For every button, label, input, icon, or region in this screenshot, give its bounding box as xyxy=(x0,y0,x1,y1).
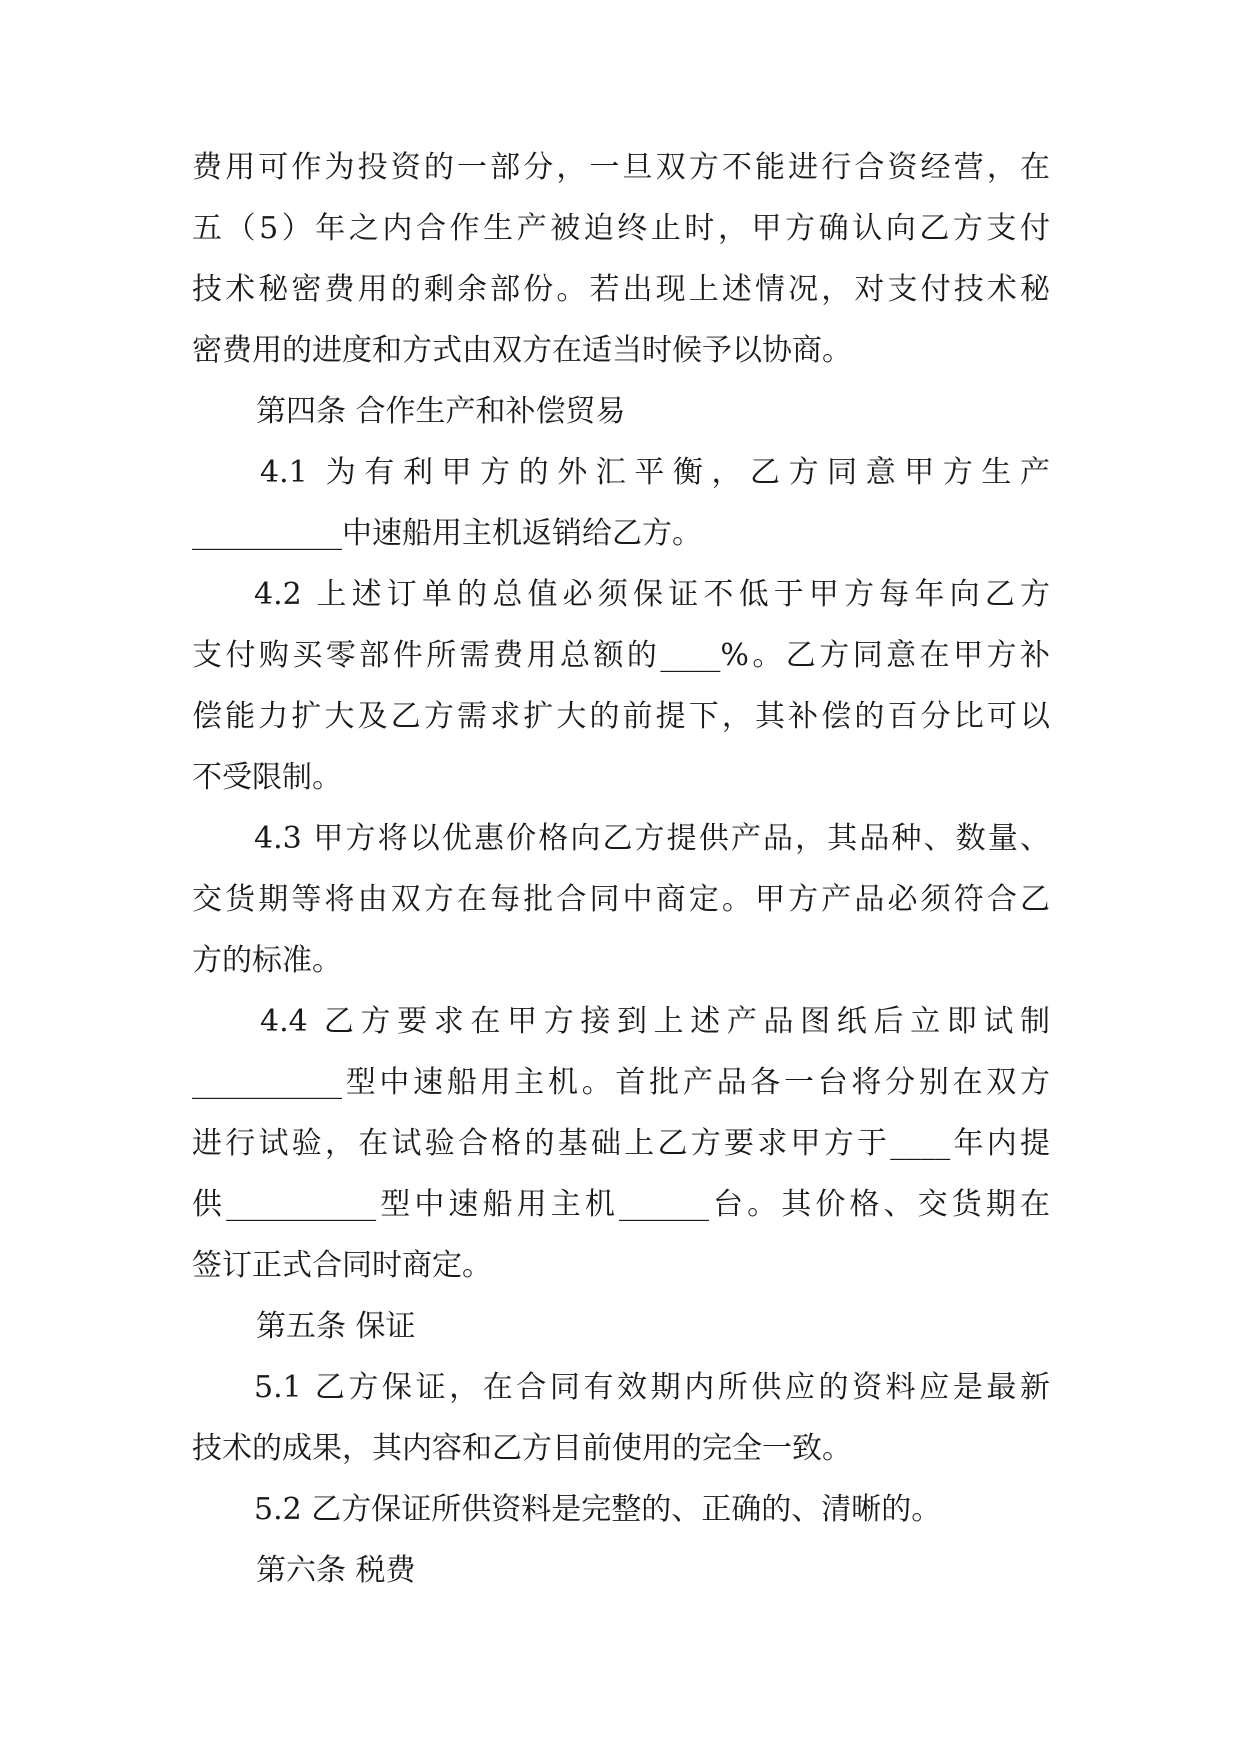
text-line: __________中速船用主机返销给乙方。 xyxy=(192,516,702,551)
clause-line: 5.2 乙方保证所供资料是完整的、正确的、清晰的。 xyxy=(254,1492,942,1527)
text-line: 技术的成果，其内容和乙方目前使用的完全一致。 xyxy=(192,1431,852,1466)
clause-line: 4.4 乙方要求在甲方接到上述产品图纸后立即试制 xyxy=(260,1004,1050,1039)
text-line: 方的标准。 xyxy=(192,943,342,978)
text-line: 技术秘密费用的剩余部份。若出现上述情况，对支付技术秘 xyxy=(192,272,1050,307)
clause-line: 4.3 甲方将以优惠价格向乙方提供产品，其品种、数量、 xyxy=(254,821,1050,856)
text-line: 密费用的进度和方式由双方在适当时候予以协商。 xyxy=(192,333,852,368)
text-line: 供__________型中速船用主机______台。其价格、交货期在 xyxy=(192,1187,1050,1222)
text-line: 签订正式合同时商定。 xyxy=(192,1248,492,1283)
text-line: 交货期等将由双方在每批合同中商定。甲方产品必须符合乙 xyxy=(192,882,1050,917)
text-line: 五（5）年之内合作生产被迫终止时，甲方确认向乙方支付 xyxy=(192,211,1050,246)
text-line: 费用可作为投资的一部分，一旦双方不能进行合资经营，在 xyxy=(192,150,1050,185)
article-heading: 第五条 保证 xyxy=(256,1309,416,1344)
text-line: 不受限制。 xyxy=(192,760,342,795)
text-line: 支付购买零部件所需费用总额的____%。乙方同意在甲方补 xyxy=(192,638,1050,673)
clause-line: 4.1 为有利甲方的外汇平衡，乙方同意甲方生产 xyxy=(260,455,1050,490)
text-line: 偿能力扩大及乙方需求扩大的前提下，其补偿的百分比可以 xyxy=(192,699,1050,734)
article-heading: 第六条 税费 xyxy=(256,1553,416,1588)
text-line: 进行试验，在试验合格的基础上乙方要求甲方于____年内提 xyxy=(192,1126,1050,1161)
clause-line: 4.2 上述订单的总值必须保证不低于甲方每年向乙方 xyxy=(254,577,1050,612)
article-heading: 第四条 合作生产和补偿贸易 xyxy=(256,394,626,429)
clause-line: 5.1 乙方保证，在合同有效期内所供应的资料应是最新 xyxy=(254,1370,1050,1405)
text-line: __________型中速船用主机。首批产品各一台将分别在双方 xyxy=(192,1065,1050,1100)
